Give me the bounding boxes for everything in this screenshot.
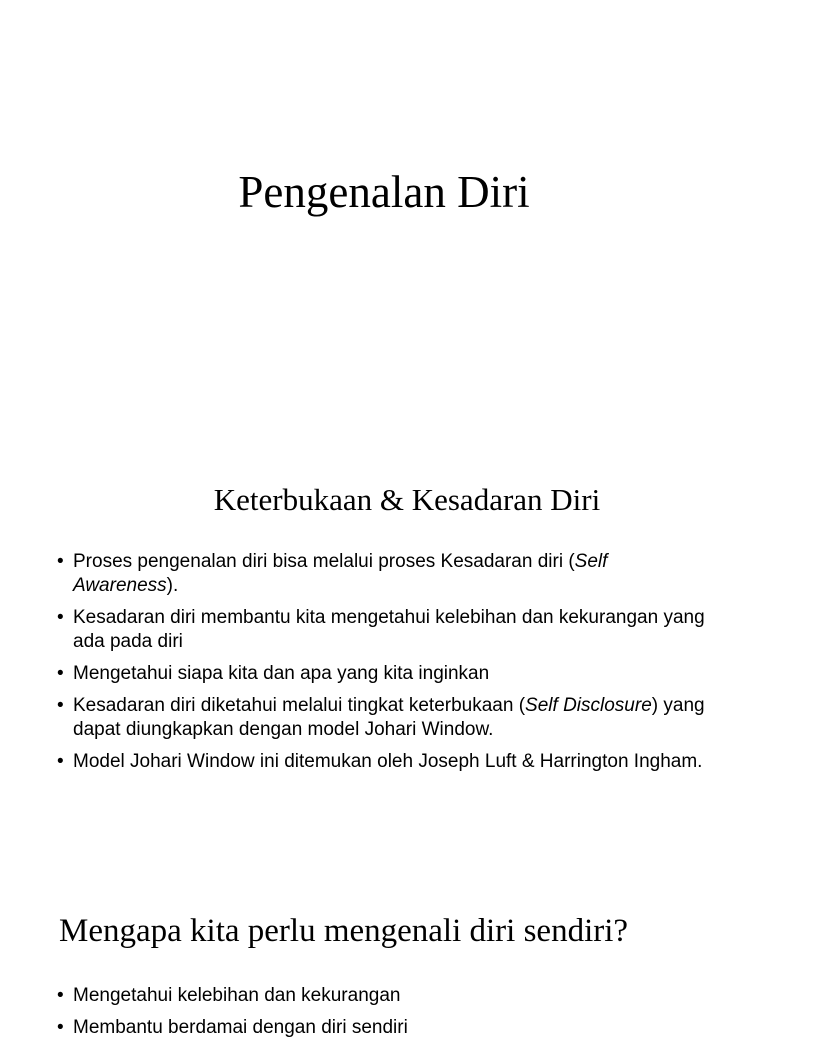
bullet-text: Mengetahui kelebihan dan kekurangan [73, 985, 401, 1006]
bullet-list [57, 984, 717, 1048]
bullet-text: Mengetahui siapa kita dan apa yang kita inginkan [73, 663, 490, 684]
bullet-text: Model Johari Window ini ditemukan oleh Joseph Luft & Harrington Ingham. [73, 751, 703, 772]
bullet-item [57, 1016, 717, 1040]
bullet-italic-term: Self Disclosure [525, 695, 652, 716]
bullet-italic-term: Self Awareness [73, 551, 608, 596]
slide-title-heading: Pengenalan Diri [238, 167, 530, 217]
slide-title [0, 0, 768, 432]
slide-heading: Mengapa kita perlu mengenali diri sendiri? [59, 913, 629, 949]
bullet-item [57, 750, 717, 774]
bullet-text: Proses pengenalan diri bisa melalui proses Kesadaran diri ( [73, 551, 575, 572]
bullet-item [57, 984, 717, 1008]
bullet-dot-icon: • [57, 985, 64, 1006]
bullet-dot-icon: • [57, 751, 64, 772]
bullet-item [57, 550, 717, 598]
bullet-dot-icon: • [57, 607, 64, 628]
bullet-dot-icon: • [57, 663, 64, 684]
slide-mengapa [0, 864, 768, 1038]
bullet-dot-icon: • [57, 551, 64, 572]
bullet-item [57, 662, 717, 686]
bullet-text: Kesadaran diri diketahui melalui tingkat keterbukaan ( [73, 695, 526, 716]
bullet-item [57, 694, 717, 742]
bullet-text-end: ) yang dapat diungkapkan dengan model Johari Window. [73, 695, 705, 740]
bullet-item [57, 606, 717, 654]
bullet-text-end: ). [166, 575, 179, 596]
bullet-text: Membantu berdamai dengan diri sendiri [73, 1017, 408, 1038]
slide-heading: Keterbukaan & Kesadaran Diri [213, 482, 601, 517]
bullet-dot-icon: • [57, 1017, 64, 1038]
bullet-dot-icon: • [57, 695, 64, 716]
bullet-text: Kesadaran diri membantu kita mengetahui kelebihan dan kekurangan yang ada pada diri [73, 607, 705, 652]
bullet-list [57, 550, 717, 782]
slide-keterbukaan [0, 432, 768, 864]
